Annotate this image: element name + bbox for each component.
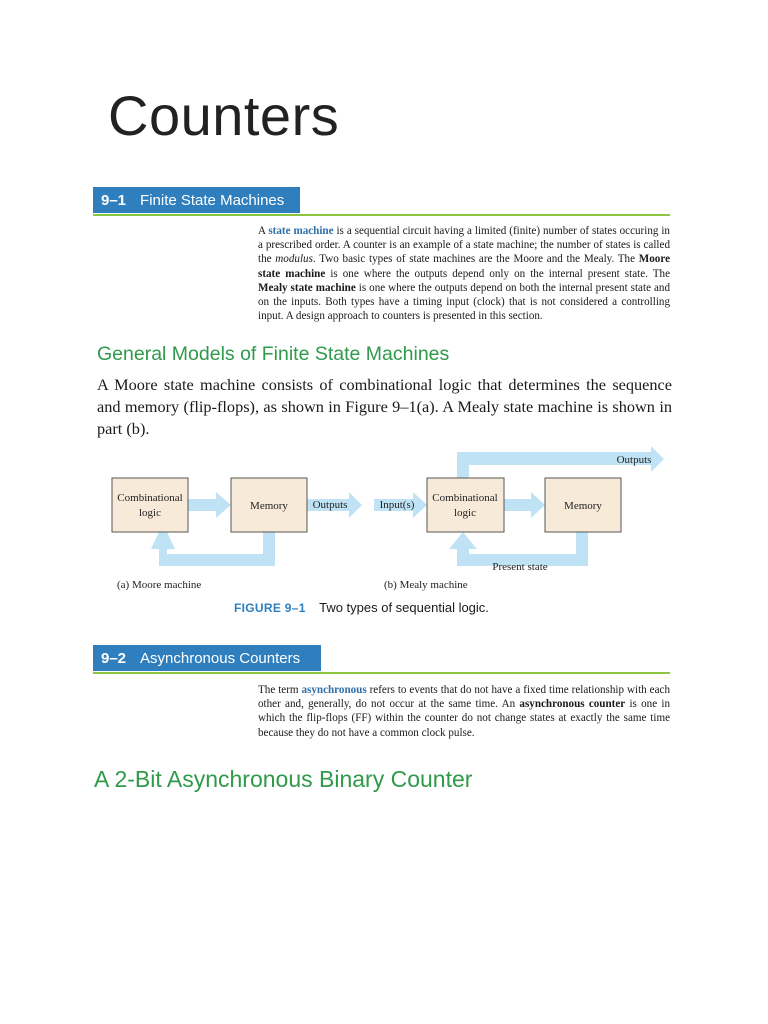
memory-label: Memory (250, 500, 288, 512)
arrow-comb-to-memory (188, 492, 231, 518)
text-run: is one where the outputs depend on both the internal present state and on the inputs. Both types have a timing input (clock) that is not considered a controlling input. A design approach to counters is presented in this section. (258, 281, 670, 323)
moore-machine-diagram (112, 478, 362, 591)
mealy-caption: (b) Mealy machine (384, 579, 468, 591)
figure-label: FIGURE 9–1 (234, 601, 306, 615)
mealy-comb-label-line2: logic (454, 507, 476, 519)
section-rule (93, 672, 670, 674)
chapter-title: Counters (108, 84, 340, 147)
text-run: . Two basic types of state machines are the Moore and the Mealy. The (312, 253, 639, 266)
key-term: state machine (268, 225, 334, 237)
mealy-combinational-logic-block (427, 478, 504, 532)
section-banner-9-2 (93, 645, 321, 671)
combinational-logic-block (112, 478, 188, 532)
general-models-paragraph: A Moore state machine consists of combinational logic that determines the sequence and memory (flip-flops), as shown in Figure 9–1(a). A Mealy state machine is shown in part (b). (97, 375, 672, 438)
section-number: 9–1 (101, 191, 127, 209)
section-number: 9–2 (101, 649, 127, 667)
mealy-inputs-label: Input(s) (379, 499, 415, 511)
mealy-outputs-label: Outputs (616, 454, 652, 466)
text-run: A (258, 225, 269, 237)
bold-term: Mealy state machine (258, 281, 356, 294)
mealy-memory-label: Memory (564, 500, 602, 512)
section-title: Finite State Machines (140, 191, 285, 209)
section-title: Asynchronous Counters (140, 649, 301, 667)
arrow-feedback-loop (151, 532, 275, 566)
arrow-mealy-comb-to-memory (504, 492, 545, 518)
comb-label-line2: logic (139, 507, 161, 519)
mealy-machine-diagram (374, 446, 664, 591)
italic-term: modulus (275, 253, 313, 266)
comb-label-line1: Combinational (117, 492, 183, 504)
present-state-label: Present state (492, 561, 548, 573)
section-2-paragraph (258, 683, 670, 740)
text-run: refers to events that do not have a fixed time relationship with each other and, generally, do not occur at the same time. An (258, 684, 670, 711)
key-term: asynchronous (301, 684, 367, 696)
bold-term: asynchronous counter (519, 698, 626, 711)
section-rule (93, 214, 670, 216)
text-run: is one where the outputs depend only on the internal present state. The (325, 267, 670, 280)
text-run: is one in which the flip-flops (FF) within the counter do not change states at exactly the same time because they do not have a common clock pulse. (258, 698, 670, 739)
mealy-comb-label-line1: Combinational (432, 492, 498, 504)
text-run: The term (258, 684, 302, 696)
section-1-paragraph (258, 224, 670, 323)
moore-caption: (a) Moore machine (117, 579, 202, 591)
outputs-label: Outputs (312, 499, 348, 511)
figure-caption (234, 600, 489, 615)
bold-term: Moore state machine (258, 253, 670, 280)
subsection-heading-general-models: General Models of Finite State Machines (97, 343, 450, 365)
figure-9-1-diagram (0, 440, 768, 600)
text-run: is a sequential circuit having a limited (finite) number of states occuring in a prescribed order. A counter is an example of a state machine; the number of states is called the (258, 225, 670, 266)
section-banner-9-1 (93, 187, 300, 213)
figure-caption-text: Two types of sequential logic. (319, 600, 489, 615)
subsection-heading-2-bit-counter: A 2-Bit Asynchronous Binary Counter (94, 766, 473, 792)
